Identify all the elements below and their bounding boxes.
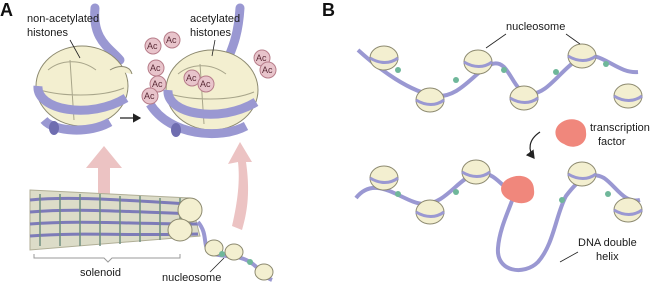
svg-text:Ac: Ac: [200, 79, 211, 89]
svg-text:Ac: Ac: [186, 73, 197, 83]
label-non-acetylated-1: non-acetylated: [27, 13, 100, 25]
svg-text:Ac: Ac: [166, 35, 177, 45]
nucleosome-bead: [416, 200, 444, 224]
label-acetylated-1: acetylated: [190, 13, 241, 25]
svg-text:Ac: Ac: [150, 63, 161, 73]
nucleosome-bead: [568, 162, 596, 186]
svg-text:Ac: Ac: [256, 53, 267, 63]
nucleosome-bead: [370, 166, 398, 190]
pink-arrow-right: [228, 142, 252, 230]
svg-text:Ac: Ac: [144, 91, 155, 101]
pink-arrow-left: [86, 146, 122, 196]
binding-arrow: [530, 132, 540, 158]
acetyl-mark-icon: [198, 76, 214, 92]
solenoid-fiber: [30, 190, 202, 250]
nucleosome-bead: [462, 160, 490, 184]
label-nucleosome-a: nucleosome: [162, 272, 222, 284]
label-tf-2: factor: [598, 136, 626, 148]
label-dna-2: helix: [596, 251, 619, 263]
svg-text:Ac: Ac: [147, 41, 158, 51]
acetyl-mark-icon: [145, 38, 161, 54]
bound-transcription-factor: [501, 176, 534, 203]
label-nucleosome-b: nucleosome: [506, 21, 566, 33]
panel-a-letter: A: [0, 0, 13, 20]
nucleosome-bead: [370, 46, 398, 70]
label-non-acetylated-2: histones: [27, 27, 68, 39]
panel-b-letter: B: [322, 0, 335, 20]
nucleosome-bead: [510, 86, 538, 110]
transcription-factor: [555, 119, 586, 146]
acetyl-mark-icon: [164, 32, 180, 48]
label-acetylated-2: histones: [190, 27, 231, 39]
top-chromatin-strand: [358, 44, 642, 112]
acetyl-mark-icon: [148, 60, 164, 76]
nucleosome-bead: [614, 198, 642, 222]
solenoid-brace: [34, 254, 180, 262]
label-tf-1: transcription: [590, 122, 650, 134]
label-solenoid: solenoid: [80, 267, 121, 279]
acetyl-mark-icon: [142, 88, 158, 104]
nucleosome-bead: [416, 88, 444, 112]
acetyl-mark-icon: [260, 62, 276, 78]
nucleosome-bead: [614, 84, 642, 108]
label-dna-1: DNA double: [578, 237, 637, 249]
nucleosome-bead: [464, 50, 492, 74]
nucleosome-bead: [568, 44, 596, 68]
svg-text:Ac: Ac: [152, 79, 163, 89]
svg-text:Ac: Ac: [262, 65, 273, 75]
